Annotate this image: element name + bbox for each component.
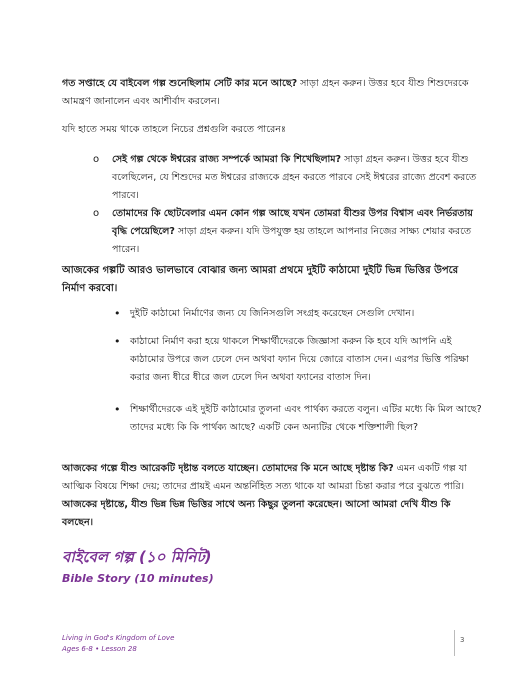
footer-divider — [454, 630, 455, 656]
question-answer: সাড়া গ্রহন করুন। যদি উপযুক্ত হয় তাহলে আপনার নিজের সাক্ষ্য শেয়ার করতে পারেন। — [112, 226, 472, 255]
page-number: 3 — [460, 636, 465, 644]
step-item: দুইটি কাঠামো নির্মাণের জন্য যে জিনিসগুলি সংগ্রহ করেছেন সেগুলি দেখান। — [130, 308, 415, 319]
time-note: যদি হাতে সময় থাকে তাহলে নিচের প্রশ্নগুলি করতে পারেনঃ — [62, 124, 286, 135]
question-text: তোমাদের কি ছোটবেলার এমন কোন গল্প আছে যখন তোমরা যীশুর উপর বিশ্বাস এবং নির্ভরতায় বৃদ্ধি পেয়েছিলে? — [112, 208, 473, 237]
circle-bullet-icon: o — [93, 154, 100, 165]
footer-course-title: Living in God's Kingdom of Love — [62, 634, 175, 642]
question-item — [112, 151, 480, 205]
question-answer: সাড়া গ্রহন করুন। উত্তর হবে যীশু বলেছিলেন, যে শিশুদের মত ঈশ্বরের রাজ্যকে গ্রহন করতে পারবে সেই ঈশ্বরের রাজ্যে প্রবেশ করতে পারবে। — [112, 154, 477, 201]
parable-paragraph — [62, 460, 477, 532]
step-item: কাঠামো নির্মাণ করা হয়ে থাকলে শিক্ষার্থীদেরকে জিজ্ঞাসা করুন কি হবে যদি আপনি এই কাঠামোর উপরে জল ঢেলে দেন অথবা ফ্যান দিয়ে জোরে বাতাস দেন। এরপর ভিত্তি পরিক্ষা করার জন্য ধীরে ধীরে জল ঢেলে দিন অথবা ফ্যানের বাতাস দিন। — [130, 336, 469, 383]
dot-bullet-icon: • — [114, 335, 121, 348]
dot-bullet-icon: • — [114, 403, 121, 416]
footer-series — [62, 633, 174, 655]
section-subtitle: Bible Story (10 minutes) — [62, 572, 214, 585]
footer-lesson-info: Ages 6-8 • Lesson 28 — [62, 645, 137, 653]
parable-lead-in: আজকের দৃষ্টান্তে, যীশু ভিন্ন ভিন্ন ভিত্তির সাথে অন্য কিছুর তুলনা করেছেন। আসো আমরা দেখি যীশু কি বলছেন। — [62, 499, 451, 528]
circle-bullet-icon: o — [93, 208, 100, 219]
question-text: সেই গল্প থেকে ঈশ্বরের রাজ্য সম্পর্কে আমরা কি শিখেছিলাম? — [112, 154, 342, 165]
step-item: শিক্ষার্থীদেরকে এই দুইটি কাঠামোর তুলনা এবং পার্থক্য করতে বলুন। এটির মধ্যে কি মিল আছে? তাদের মধ্যে কি কি পার্থক্য আছে? একটি কেন অন্যটির থেকে শক্তিশালী ছিল? — [130, 404, 482, 433]
intro-paragraph — [62, 75, 477, 111]
intro-answer: সাড়া গ্রহন করুন। উত্তর হবে যীশু শিশুদেরকে আমন্ত্রণ জানালেন এবং আশীর্বাদ করলেন। — [62, 78, 469, 107]
foundation-heading: আজকের গল্পটি আরও ভালভাবে বোঝার জন্য আমরা প্রথমে দুইটি কাঠামো দুইটি ভিন্ন ভিত্তির উপরে নির্মাণ করবো। — [62, 265, 459, 294]
section-title: বাইবেল গল্প (১০ মিনিট) — [62, 548, 212, 566]
parable-definition: এমন একটি গল্প যা আত্মিক বিষয়ে শিক্ষা দেয়; তাদের প্রায়ই এমন অন্তর্নিহিত সত্য থাকে যা আমরা চিন্তা করার পরে বুঝতে পারি। — [62, 463, 467, 492]
dot-bullet-icon: • — [114, 307, 121, 320]
question-item — [112, 205, 480, 259]
intro-question: গত সপ্তাহে যে বাইবেল গল্প শুনেছিলাম সেটি কার মনে আছে? — [62, 78, 298, 89]
parable-question: আজকের গল্পে যীশু আরেকটি দৃষ্টান্ত বলতে যাচ্ছেন। তোমাদের কি মনে আছে দৃষ্টান্ত কি? — [62, 463, 394, 474]
